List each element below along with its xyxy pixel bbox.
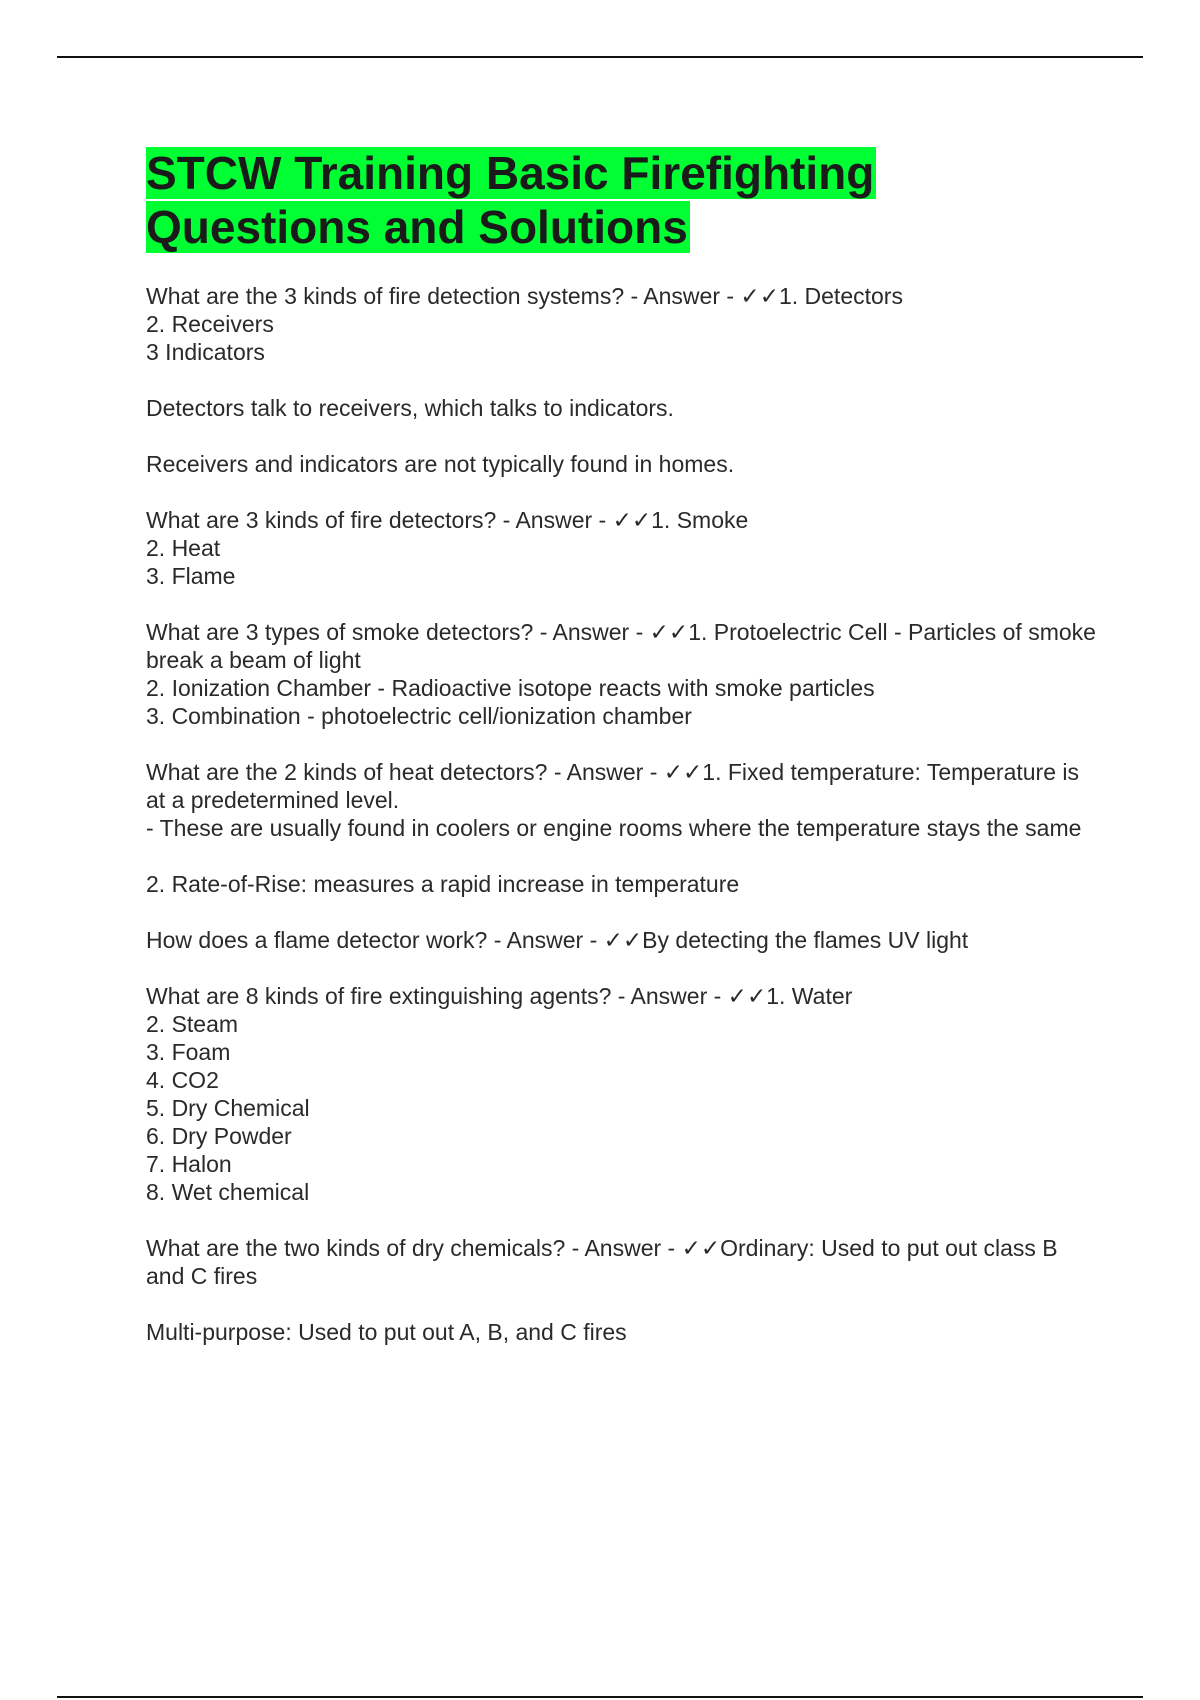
paragraph: What are the two kinds of dry chemicals? - Answer - ✓✓Ordinary: Used to put out class B and C fires [146,1235,1058,1289]
paragraph: What are 8 kinds of fire extinguishing agents? - Answer - ✓✓1. Water 2. Steam 3. Foam 4. CO2 5. Dry Chemical 6. Dry Powder 7. Halon 8. Wet chemical [146,983,853,1205]
paragraph: What are 3 kinds of fire detectors? - Answer - ✓✓1. Smoke 2. Heat 3. Flame [146,507,749,589]
paragraph: What are 3 types of smoke detectors? - Answer - ✓✓1. Protoelectric Cell - Particles of smoke break a beam of light 2. Ionization Chamber - Radioactive isotope reacts with smoke particles 3. Combination - photoelectric cell/ionization chamber [146,619,1096,729]
paragraph: What are the 3 kinds of fire detection systems? - Answer - ✓✓1. Detectors 2. Receivers 3 Indicators [146,283,903,365]
document-body [146,146,1096,1374]
qa-list [146,282,1096,1346]
paragraph: How does a flame detector work? - Answer - ✓✓By detecting the flames UV light [146,927,969,953]
top-rule [57,56,1143,58]
document-title [146,146,1096,254]
title-line-1: STCW Training Basic Firefighting [146,147,875,199]
paragraph: 2. Rate-of-Rise: measures a rapid increase in temperature [146,871,740,897]
paragraph: What are the 2 kinds of heat detectors? - Answer - ✓✓1. Fixed temperature: Temperature is at a predetermined level. - These are usually found in coolers or engine rooms where the temperature stays the same [146,759,1082,841]
paragraph: Detectors talk to receivers, which talks to indicators. [146,395,674,421]
paragraph: Receivers and indicators are not typically found in homes. [146,451,735,477]
title-line-2: Questions and Solutions [146,201,688,253]
paragraph: Multi-purpose: Used to put out A, B, and C fires [146,1319,627,1345]
bottom-rule [57,1696,1143,1698]
